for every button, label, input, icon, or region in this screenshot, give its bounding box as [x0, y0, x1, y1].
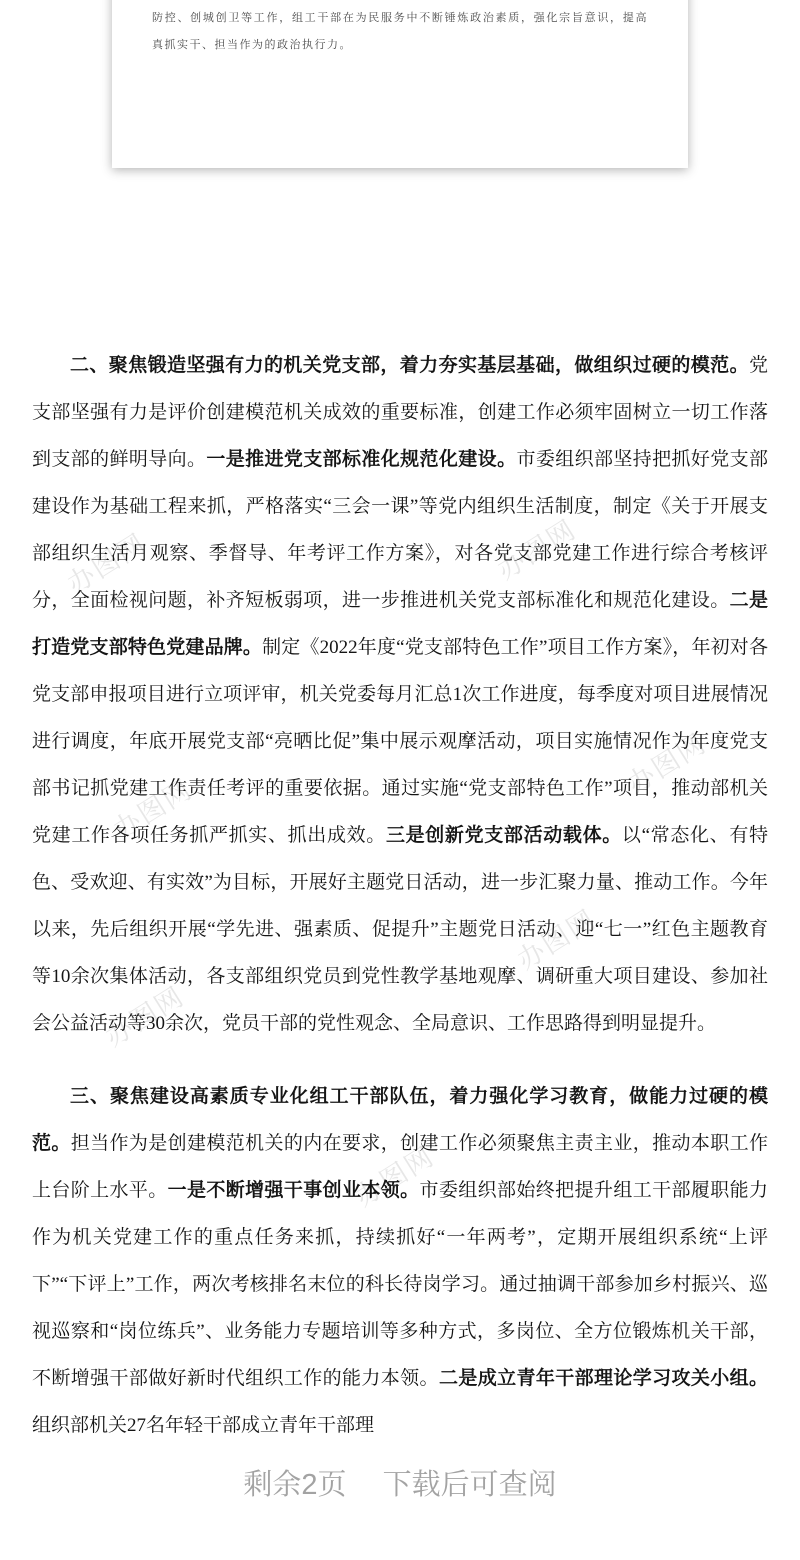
body-paragraph: 二、聚焦锻造坚强有力的机关党支部，着力夯实基层基础，做组织过硬的模范。党支部坚强有力是评价创建模范机关成效的重要标准，创建工作必须牢固树立一切工作落到支部的鲜明导向。一是推进党支部标准化规范化建设。市委组织部坚持把抓好党支部建设作为基础工程来抓，严格落实“三会一课”等党内组织生活制度，制定《关于开展支部组织生活月观察、季督导、年考评工作方案》，对各党支部党建工作进行综合考核评分，全面检视问题，补齐短板弱项，进一步推进机关党支部标准化和规范化建设。二是打造党支部特色党建品牌。制定《2022年度“党支部特色工作”项目工作方案》，年初对各党支部申报项目进行立项评审，机关党委每月汇总1次工作进度，每季度对项目进展情况进行调度，年底开展党支部“亮晒比促”集中展示观摩活动，项目实施情况作为年度党支部书记抓党建工作责任考评的重要依据。通过实施“党支部特色工作”项目，推动部机关党建工作各项任务抓严抓实、抓出成效。三是创新党支部活动载体。以“常态化、有特色、受欢迎、有实效”为目标，开展好主题党日活动，进一步汇聚力量、推动工作。今年以来，先后组织开展“学先进、强素质、促提升”主题党日活动、迎“七一”红色主题教育等10余次集体活动，各支部组织党员到党性教学基地观摩、调研重大项目建设、参加社会公益活动等30余次，党员干部的党性观念、全局意识、工作思路得到明显提升。	[32, 355, 768, 1034]
remaining-pages-notice	[0, 1462, 800, 1503]
watermark-text: 办图网	[511, 903, 602, 976]
watermark-text: 办图网	[107, 773, 198, 846]
watermark-text: 办图网	[99, 980, 190, 1053]
watermark-text: 办图网	[61, 527, 152, 600]
watermark-text: 办图网	[621, 727, 712, 800]
remaining-pages-count: 剩余2页	[243, 1469, 347, 1501]
download-hint: 下载后可查阅	[382, 1469, 557, 1501]
previous-page-text: 防控、创城创卫等工作，组工干部在为民服务中不断锤炼政治素质，强化宗旨意识，提高真抓实干、担当作为的政治执行力。	[152, 12, 648, 51]
watermark-text: 办图网	[349, 1140, 440, 1213]
previous-page-preview	[112, 0, 688, 168]
body-paragraph: 三、聚焦建设高素质专业化组工干部队伍，着力强化学习教育，做能力过硬的模范。担当作为是创建模范机关的内在要求，创建工作必须聚焦主责主业，推动本职工作上台阶上水平。一是不断增强干事创业本领。市委组织部始终把提升组工干部履职能力作为机关党建工作的重点任务来抓，持续抓好“一年两考”，定期开展组织系统“上评下”“下评上”工作，两次考核排名末位的科长待岗学习。通过抽调干部参加乡村振兴、巡视巡察和“岗位练兵”、业务能力专题培训等多种方式，多岗位、全方位锻炼机关干部，不断增强干部做好新时代组织工作的能力本领。二是成立青年干部理论学习攻关小组。组织部机关27名年轻干部成立青年干部理	[32, 1086, 768, 1436]
document-body	[32, 342, 768, 1475]
watermark-text: 办图网	[491, 513, 582, 586]
previous-page-content	[112, 0, 688, 59]
